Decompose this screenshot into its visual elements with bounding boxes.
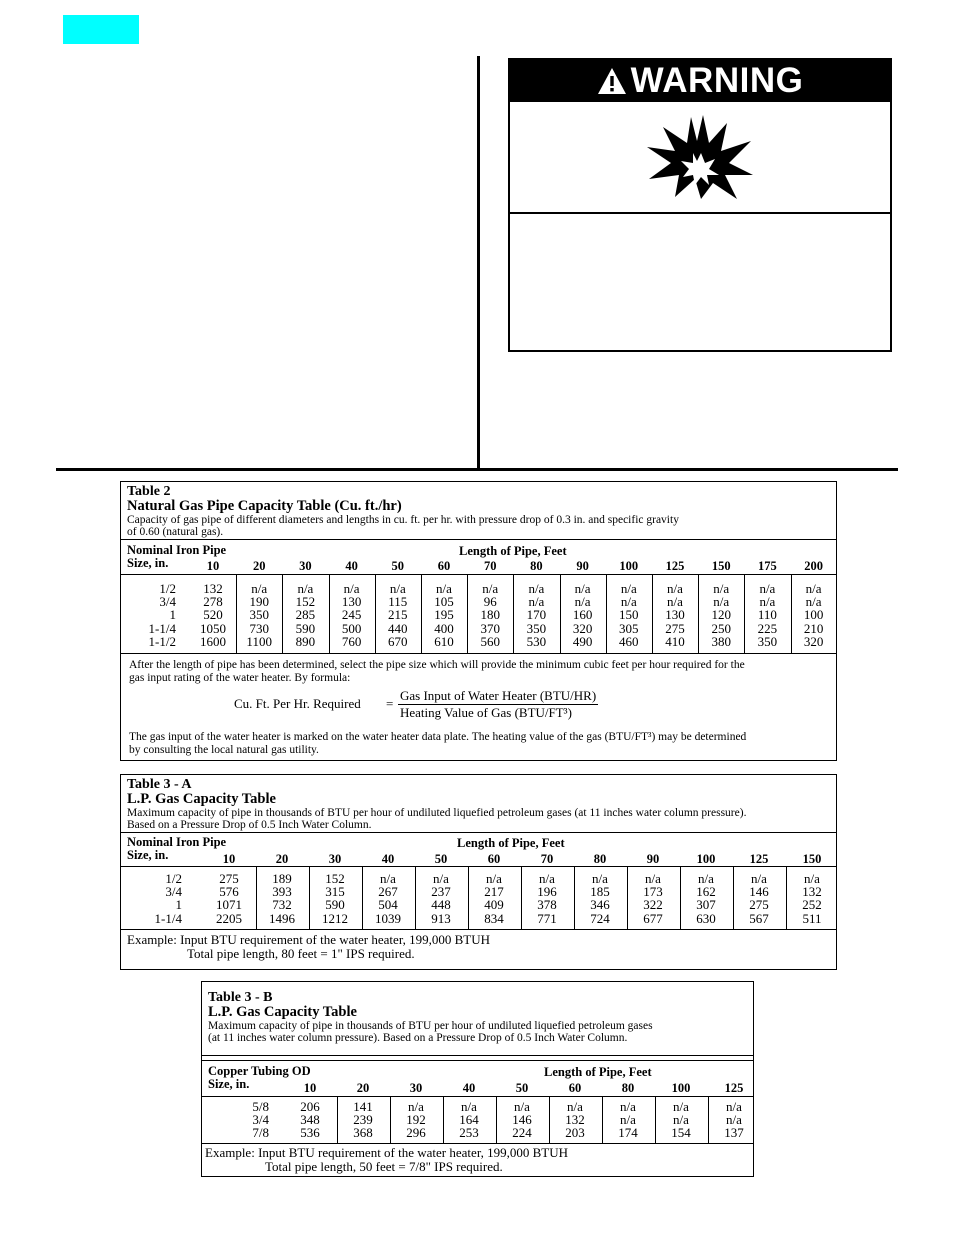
table-2-description bbox=[127, 514, 830, 538]
length-header: 125 bbox=[749, 852, 769, 866]
value-column bbox=[574, 872, 627, 925]
table-cell: 520 bbox=[203, 607, 223, 623]
table-cell: 576 bbox=[219, 884, 239, 900]
formula-numerator: Gas Input of Water Heater (BTU/HR) bbox=[400, 688, 597, 703]
table-cell: 504 bbox=[378, 897, 398, 913]
formula-lhs: Cu. Ft. Per Hr. Required bbox=[234, 696, 361, 711]
table-2-values bbox=[121, 575, 836, 654]
table-cell: 278 bbox=[203, 594, 223, 610]
value-column bbox=[190, 582, 236, 648]
table-cell: 110 bbox=[757, 607, 777, 623]
table-cell: 146 bbox=[512, 1112, 532, 1128]
table-cell: 162 bbox=[696, 884, 716, 900]
table-3a-header bbox=[121, 775, 836, 833]
value-column bbox=[256, 872, 309, 925]
value-column bbox=[521, 872, 574, 925]
table-cell: 536 bbox=[300, 1125, 320, 1141]
table-cell: 132 bbox=[203, 581, 223, 596]
table-cell: 132 bbox=[802, 884, 822, 900]
length-header: 50 bbox=[434, 852, 448, 866]
table-cell: 1071 bbox=[216, 897, 242, 913]
table-cell: 237 bbox=[431, 884, 451, 900]
table-cell: 440 bbox=[388, 620, 408, 636]
table-cell: n/a bbox=[713, 581, 730, 596]
table-cell: n/a bbox=[251, 581, 268, 596]
table-cell: n/a bbox=[805, 581, 822, 596]
value-column bbox=[284, 1100, 337, 1140]
table-3a-example bbox=[121, 930, 836, 963]
length-header: 60 bbox=[437, 559, 451, 573]
table-cell: 160 bbox=[572, 607, 593, 623]
length-header: 50 bbox=[515, 1081, 529, 1095]
length-label: Length of Pipe, Feet bbox=[459, 544, 567, 558]
length-header: 60 bbox=[487, 852, 501, 866]
value-column bbox=[560, 582, 606, 648]
value-column bbox=[680, 872, 733, 925]
table-cell: n/a bbox=[805, 594, 822, 610]
example-line: Example: Input BTU requirement of the water heater, 199,000 BTUH bbox=[127, 932, 491, 947]
table-cell: 275 bbox=[665, 620, 685, 636]
length-header: 30 bbox=[328, 852, 342, 866]
length-header: 100 bbox=[619, 559, 639, 573]
value-column bbox=[549, 1100, 602, 1140]
table-3b-example bbox=[202, 1144, 753, 1176]
size-cell: 1/2 bbox=[159, 581, 176, 596]
table-cell: 146 bbox=[749, 884, 769, 900]
table-cell: 511 bbox=[802, 910, 822, 926]
table-cell: 460 bbox=[619, 633, 639, 649]
table-cell: n/a bbox=[482, 581, 499, 596]
length-header: 20 bbox=[275, 852, 289, 866]
table-cell: 1100 bbox=[246, 633, 272, 649]
table-cell: n/a bbox=[667, 581, 683, 596]
table-cell: 152 bbox=[325, 871, 345, 886]
value-column bbox=[652, 582, 698, 648]
table-cell: 590 bbox=[295, 620, 316, 636]
length-header: 10 bbox=[303, 1081, 317, 1095]
table-cell: n/a bbox=[726, 1099, 742, 1114]
table-cell: 252 bbox=[802, 897, 822, 913]
table-cell: 217 bbox=[484, 884, 504, 900]
table-cell: 275 bbox=[749, 897, 769, 913]
table-cell: 448 bbox=[431, 897, 451, 913]
pipe-size-label-line: Size, in. bbox=[127, 848, 169, 862]
table-cell: 170 bbox=[526, 607, 547, 623]
table-cell: 96 bbox=[483, 594, 497, 610]
table-cell: 320 bbox=[572, 620, 593, 636]
length-header: 80 bbox=[621, 1081, 635, 1095]
table-cell: 350 bbox=[757, 633, 778, 649]
pipe-size-label-line: Nominal Iron Pipe bbox=[127, 543, 227, 557]
table-cell: n/a bbox=[592, 871, 608, 886]
table-3a-lp-gas bbox=[120, 774, 837, 970]
pipe-size-label-line: Size, in. bbox=[127, 556, 169, 570]
table-cell: 400 bbox=[434, 620, 454, 636]
table-cell: 322 bbox=[643, 897, 663, 913]
table-cell: 560 bbox=[480, 633, 500, 649]
table-cell: 173 bbox=[643, 884, 663, 900]
table-cell: n/a bbox=[486, 871, 502, 886]
table-3b-header bbox=[202, 982, 753, 1056]
table-2-number: Table 2 bbox=[127, 484, 171, 499]
column-divider bbox=[477, 56, 480, 471]
value-column bbox=[443, 1100, 496, 1140]
value-column bbox=[337, 1100, 390, 1140]
table-2-column-header bbox=[121, 540, 836, 575]
table-3a-values bbox=[121, 867, 836, 930]
table-cell: n/a bbox=[759, 581, 776, 596]
value-column bbox=[309, 872, 362, 925]
table-cell: n/a bbox=[461, 1099, 477, 1114]
length-header: 10 bbox=[222, 852, 236, 866]
table-cell: 120 bbox=[711, 607, 731, 623]
size-cell: 5/8 bbox=[252, 1099, 269, 1114]
table-cell: n/a bbox=[574, 581, 591, 596]
table-cell: 150 bbox=[619, 607, 639, 623]
table-cell: 348 bbox=[300, 1112, 320, 1128]
table-cell: n/a bbox=[567, 1099, 583, 1114]
value-column bbox=[415, 872, 468, 925]
table-cell: 152 bbox=[295, 594, 316, 610]
section-color-tab bbox=[63, 15, 139, 44]
table-cell: 105 bbox=[434, 594, 454, 610]
table-cell: 189 bbox=[272, 871, 292, 886]
table-cell: 190 bbox=[249, 594, 269, 610]
table-cell: n/a bbox=[528, 581, 545, 596]
table-cell: 250 bbox=[711, 620, 731, 636]
instruction-line: gas input rating of the water heater. By formula: bbox=[129, 671, 351, 684]
table-cell: 1212 bbox=[322, 910, 348, 926]
value-column bbox=[513, 582, 559, 648]
value-column bbox=[627, 872, 680, 925]
table-cell: n/a bbox=[726, 1112, 742, 1128]
value-column bbox=[390, 1100, 443, 1140]
table-cell: 530 bbox=[526, 633, 547, 649]
table-cell: 115 bbox=[388, 594, 408, 610]
table-cell: n/a bbox=[698, 871, 714, 886]
length-header: 80 bbox=[593, 852, 607, 866]
table-cell: n/a bbox=[539, 871, 555, 886]
example-line: Total pipe length, 50 feet = 7/8" IPS required. bbox=[265, 1159, 503, 1174]
table-cell: 305 bbox=[619, 620, 639, 636]
table-cell: 1600 bbox=[199, 633, 226, 649]
table-cell: 380 bbox=[711, 633, 731, 649]
value-column bbox=[329, 582, 375, 648]
table-cell: 500 bbox=[341, 620, 362, 636]
table-cell: 164 bbox=[459, 1112, 479, 1128]
table-3a-description-line: Maximum capacity of pipe in thousands of BTU per hour of undiluted liquefied petroleum gases (at 11 inches water column pressure). bbox=[127, 807, 747, 819]
table-cell: 100 bbox=[803, 607, 824, 623]
length-header: 125 bbox=[665, 559, 685, 573]
size-column bbox=[121, 582, 176, 648]
table-cell: 285 bbox=[295, 607, 316, 623]
table-2-description-line: Capacity of gas pipe of different diameters and lengths in cu. ft. per hr. with pressure drop of 0.3 in. and specific gravity bbox=[127, 514, 679, 526]
table-2-title: Natural Gas Pipe Capacity Table (Cu. ft./hr) bbox=[127, 498, 402, 514]
size-cell: 1-1/2 bbox=[148, 633, 176, 649]
table-cell: n/a bbox=[380, 871, 396, 886]
table-cell: 378 bbox=[537, 897, 557, 913]
length-header: 60 bbox=[568, 1081, 582, 1095]
table-3b-number: Table 3 - B bbox=[208, 990, 273, 1005]
table-cell: n/a bbox=[408, 1099, 424, 1114]
table-3a-number: Table 3 - A bbox=[127, 777, 192, 792]
table-cell: n/a bbox=[620, 1112, 636, 1128]
table-2-instructions bbox=[121, 654, 836, 688]
value-column bbox=[421, 582, 467, 648]
table-3b-column-header bbox=[202, 1060, 753, 1097]
length-header: 100 bbox=[696, 852, 716, 866]
size-cell: 1 bbox=[175, 897, 182, 913]
value-column bbox=[467, 582, 513, 648]
table-cell: n/a bbox=[673, 1099, 689, 1114]
table-cell: n/a bbox=[343, 581, 360, 596]
table-2-description-line: of 0.60 (natural gas). bbox=[127, 526, 224, 538]
size-cell: 7/8 bbox=[252, 1125, 269, 1141]
table-cell: 224 bbox=[512, 1125, 532, 1141]
table-cell: 195 bbox=[434, 607, 454, 623]
length-header: 90 bbox=[646, 852, 660, 866]
table-cell: 210 bbox=[803, 620, 824, 636]
table-cell: 137 bbox=[724, 1125, 744, 1141]
table-cell: n/a bbox=[436, 581, 452, 596]
table-cell: 320 bbox=[803, 633, 824, 649]
length-header: 40 bbox=[381, 852, 395, 866]
table-cell: 732 bbox=[272, 897, 292, 913]
value-column bbox=[698, 582, 744, 648]
table-cell: 393 bbox=[272, 884, 292, 900]
length-header: 40 bbox=[345, 559, 358, 573]
table-cell: 567 bbox=[749, 910, 769, 926]
table-cell: n/a bbox=[620, 1099, 636, 1114]
table-cell: n/a bbox=[673, 1112, 689, 1128]
table-cell: n/a bbox=[759, 594, 776, 610]
length-header: 150 bbox=[802, 852, 822, 866]
value-column bbox=[375, 582, 421, 648]
table-cell: 490 bbox=[572, 633, 593, 649]
table-cell: 196 bbox=[537, 884, 557, 900]
value-column bbox=[602, 1100, 655, 1140]
table-cell: 760 bbox=[341, 633, 362, 649]
table-cell: 130 bbox=[341, 594, 362, 610]
table-3b-description-line: (at 11 inches water column pressure). Based on a Pressure Drop of 0.5 Inch Water Column. bbox=[208, 1032, 628, 1044]
table-cell: 185 bbox=[590, 884, 610, 900]
explosion-hazard-pictogram bbox=[510, 102, 890, 214]
length-header: 50 bbox=[391, 559, 405, 573]
value-column bbox=[282, 582, 328, 648]
table-cell: 239 bbox=[353, 1112, 373, 1128]
footnote-line: by consulting the local natural gas utility. bbox=[129, 743, 319, 756]
table-cell: 203 bbox=[565, 1125, 585, 1141]
capacity-formula bbox=[121, 688, 836, 728]
length-label: Length of Pipe, Feet bbox=[457, 836, 565, 850]
table-cell: 913 bbox=[431, 910, 451, 926]
table-3a-description bbox=[127, 807, 830, 831]
length-header: 40 bbox=[462, 1081, 476, 1095]
table-3a-description-line: Based on a Pressure Drop of 0.5 Inch Water Column. bbox=[127, 819, 372, 831]
table-cell: 677 bbox=[643, 910, 663, 926]
table-cell: 350 bbox=[249, 607, 269, 623]
size-cell: 3/4 bbox=[159, 594, 176, 610]
table-3b-values bbox=[202, 1097, 753, 1144]
table-cell: 730 bbox=[249, 620, 269, 636]
length-header: 100 bbox=[671, 1081, 691, 1095]
table-cell: 296 bbox=[406, 1125, 426, 1141]
table-cell: 253 bbox=[459, 1125, 479, 1141]
table-cell: n/a bbox=[751, 871, 767, 886]
table-cell: 670 bbox=[388, 633, 408, 649]
example-line: Example: Input BTU requirement of the water heater, 199,000 BTUH bbox=[205, 1145, 569, 1160]
table-cell: 409 bbox=[484, 897, 504, 913]
length-header: 70 bbox=[483, 559, 497, 573]
length-header: 30 bbox=[409, 1081, 423, 1095]
table-cell: 590 bbox=[325, 897, 345, 913]
table-cell: 307 bbox=[696, 897, 716, 913]
pipe-size-label-line: Nominal Iron Pipe bbox=[127, 835, 227, 849]
table-cell: 771 bbox=[537, 910, 557, 926]
length-header: 175 bbox=[758, 559, 777, 573]
table-cell: 206 bbox=[300, 1099, 320, 1114]
value-column bbox=[203, 872, 256, 925]
length-header: 125 bbox=[724, 1081, 744, 1095]
table-cell: 225 bbox=[757, 620, 778, 636]
value-column bbox=[708, 1100, 761, 1140]
table-3a-column-header bbox=[121, 833, 836, 867]
table-cell: 368 bbox=[353, 1125, 373, 1141]
length-label: Length of Pipe, Feet bbox=[544, 1065, 652, 1079]
example-line: Total pipe length, 80 feet = 1" IPS required. bbox=[187, 946, 415, 961]
value-column bbox=[606, 582, 652, 648]
table-cell: 1050 bbox=[199, 620, 226, 636]
table-3b-lp-gas-copper bbox=[201, 981, 754, 1177]
warning-box bbox=[508, 58, 892, 352]
warning-triangle-icon bbox=[597, 67, 627, 95]
pipe-size-label-line: Copper Tubing OD bbox=[208, 1064, 311, 1078]
table-cell: 315 bbox=[325, 884, 345, 900]
instruction-line: After the length of pipe has been determined, select the pipe size which will provide the minimum cubic feet per hour required for the bbox=[129, 659, 745, 671]
table-cell: 267 bbox=[378, 884, 398, 900]
size-column bbox=[121, 872, 182, 925]
value-column bbox=[733, 872, 786, 925]
table-3b-title: L.P. Gas Capacity Table bbox=[208, 1004, 357, 1020]
value-column bbox=[362, 872, 415, 925]
length-header: 10 bbox=[206, 559, 220, 573]
table-cell: 834 bbox=[484, 910, 504, 926]
table-cell: 724 bbox=[590, 910, 610, 926]
length-header: 150 bbox=[711, 559, 731, 573]
table-cell: 154 bbox=[671, 1125, 691, 1141]
table-cell: 610 bbox=[434, 633, 454, 649]
length-header: 20 bbox=[252, 559, 266, 573]
formula-equals: = bbox=[386, 696, 394, 711]
table-cell: 346 bbox=[590, 897, 610, 913]
table-cell: 180 bbox=[480, 607, 500, 623]
table-2-header bbox=[121, 482, 836, 540]
footnote-line: The gas input of the water heater is marked on the water heater data plate. The heating value of the gas (BTU/FT³) may be determined bbox=[129, 731, 747, 743]
warning-title: WARNING bbox=[630, 61, 804, 100]
section-divider bbox=[56, 468, 898, 471]
table-cell: 410 bbox=[665, 633, 685, 649]
length-header: 70 bbox=[540, 852, 554, 866]
table-cell: 890 bbox=[295, 633, 316, 649]
size-cell: 1-1/4 bbox=[154, 910, 182, 926]
pipe-size-label-line: Size, in. bbox=[208, 1077, 250, 1091]
length-header: 20 bbox=[356, 1081, 370, 1095]
table-2-natural-gas bbox=[120, 481, 837, 761]
table-3b-description-line: Maximum capacity of pipe in thousands of BTU per hour of undiluted liquefied petroleum gases bbox=[208, 1020, 653, 1032]
table-cell: n/a bbox=[389, 581, 406, 596]
table-cell: 1496 bbox=[269, 910, 295, 926]
table-cell: n/a bbox=[620, 581, 637, 596]
size-cell: 3/4 bbox=[252, 1112, 269, 1128]
value-column bbox=[791, 582, 837, 648]
table-cell: 174 bbox=[618, 1125, 638, 1141]
table-3a-title: L.P. Gas Capacity Table bbox=[127, 791, 276, 807]
value-column bbox=[655, 1100, 708, 1140]
table-cell: n/a bbox=[528, 594, 545, 610]
explosion-icon bbox=[645, 113, 755, 201]
table-cell: n/a bbox=[297, 581, 314, 596]
length-header: 200 bbox=[804, 559, 823, 573]
value-column bbox=[236, 582, 282, 648]
table-cell: 2205 bbox=[216, 910, 242, 926]
table-cell: 370 bbox=[480, 620, 500, 636]
table-cell: 132 bbox=[565, 1112, 585, 1128]
value-column bbox=[744, 582, 790, 648]
table-cell: 245 bbox=[341, 607, 362, 623]
table-cell: 141 bbox=[353, 1099, 373, 1114]
table-cell: n/a bbox=[574, 594, 591, 610]
table-cell: n/a bbox=[667, 594, 683, 610]
table-cell: 350 bbox=[526, 620, 547, 636]
table-cell: n/a bbox=[433, 871, 449, 886]
table-cell: n/a bbox=[804, 871, 820, 886]
table-3b-description bbox=[208, 1020, 747, 1044]
size-cell: 1/2 bbox=[165, 871, 182, 886]
value-column bbox=[496, 1100, 549, 1140]
table-cell: 215 bbox=[388, 607, 408, 623]
size-cell: 3/4 bbox=[165, 884, 182, 900]
size-cell: 1-1/4 bbox=[148, 620, 176, 636]
size-cell: 1 bbox=[169, 607, 176, 623]
table-cell: n/a bbox=[645, 871, 661, 886]
table-2-footnote bbox=[121, 728, 836, 760]
size-column bbox=[202, 1100, 269, 1140]
table-cell: 192 bbox=[406, 1112, 426, 1128]
table-cell: n/a bbox=[514, 1099, 530, 1114]
formula-denominator: Heating Value of Gas (BTU/FT³) bbox=[400, 705, 572, 720]
length-header: 30 bbox=[299, 559, 312, 573]
warning-header bbox=[510, 60, 890, 102]
table-cell: 1039 bbox=[375, 910, 401, 926]
table-cell: n/a bbox=[713, 594, 730, 610]
table-cell: n/a bbox=[620, 594, 637, 610]
table-cell: 275 bbox=[219, 871, 239, 886]
value-column bbox=[786, 872, 839, 925]
table-cell: 630 bbox=[696, 910, 716, 926]
value-column bbox=[468, 872, 521, 925]
length-header: 80 bbox=[530, 559, 543, 573]
length-header: 90 bbox=[576, 559, 589, 573]
table-cell: 130 bbox=[665, 607, 685, 623]
